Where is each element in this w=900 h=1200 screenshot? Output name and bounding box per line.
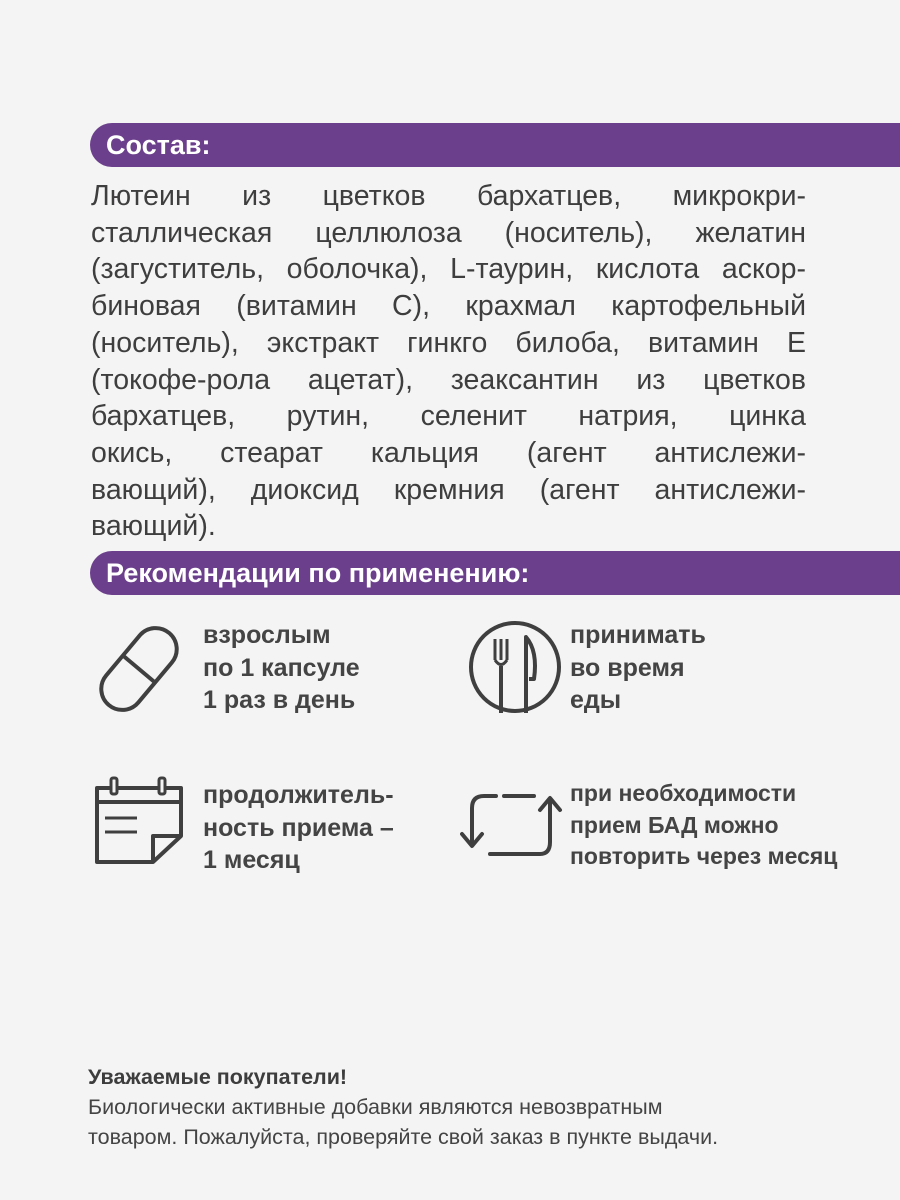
dosage-line: взрослым bbox=[203, 621, 331, 649]
repeat-line: прием БАД можно bbox=[570, 811, 779, 838]
composition-line: бархатцев, рутин, селенит натрия, цинка bbox=[91, 400, 806, 433]
composition-line: окись, стеарат кальция (агент антислежи- bbox=[91, 436, 806, 469]
meal-line: еды bbox=[570, 686, 622, 714]
duration-line: продолжитель- bbox=[203, 781, 394, 809]
dosage-line: 1 раз в день bbox=[203, 686, 356, 714]
repeat-arrows-icon bbox=[460, 782, 564, 862]
calendar-icon bbox=[93, 776, 185, 866]
composition-text bbox=[91, 178, 806, 545]
duration-text bbox=[203, 779, 394, 877]
notice-line: товаром. Пожалуйста, проверяйте свой заказ в пункте выдачи. bbox=[88, 1125, 719, 1149]
dosage-line: по 1 капсуле bbox=[203, 653, 360, 682]
composition-line: (загуститель, оболочка), L-таурин, кислота аскор- bbox=[91, 253, 806, 286]
repeat-line: повторить через месяц bbox=[570, 843, 838, 869]
composition-line: сталлическая целлюлоза (носитель), желатин bbox=[91, 216, 806, 249]
customer-notice bbox=[88, 1062, 868, 1152]
meal-line: принимать bbox=[570, 621, 706, 649]
notice-title: Уважаемые покупатели! bbox=[88, 1065, 348, 1089]
composition-header bbox=[90, 123, 900, 167]
meal-text bbox=[570, 619, 706, 717]
capsule-icon bbox=[93, 618, 185, 720]
repeat-line: при необходимости bbox=[570, 780, 797, 806]
composition-line: биновая (витамин С), крахмал картофельный bbox=[91, 290, 806, 323]
duration-line: 1 месяц bbox=[203, 846, 300, 874]
composition-title: Состав: bbox=[106, 130, 211, 160]
plate-cutlery-icon bbox=[468, 617, 566, 717]
composition-line: (носитель), экстракт гинкго билоба, витамин Е bbox=[91, 326, 806, 359]
recommendations-header bbox=[90, 551, 900, 595]
repeat-text bbox=[570, 778, 837, 873]
composition-line: (токофе-рола ацетат), зеаксантин из цветков bbox=[91, 363, 806, 396]
recommendations-title: Рекомендации по применению: bbox=[106, 558, 530, 588]
composition-line: вающий). bbox=[91, 510, 216, 543]
notice-line: Биологически активные добавки являются невозвратным bbox=[88, 1095, 663, 1119]
composition-line: вающий), диоксид кремния (агент антислежи- bbox=[91, 473, 806, 506]
composition-line: Лютеин из цветков бархатцев, микрокри- bbox=[91, 180, 806, 212]
duration-line: ность приема – bbox=[203, 813, 394, 842]
dosage-text bbox=[203, 619, 360, 717]
meal-line: во время bbox=[570, 653, 685, 682]
